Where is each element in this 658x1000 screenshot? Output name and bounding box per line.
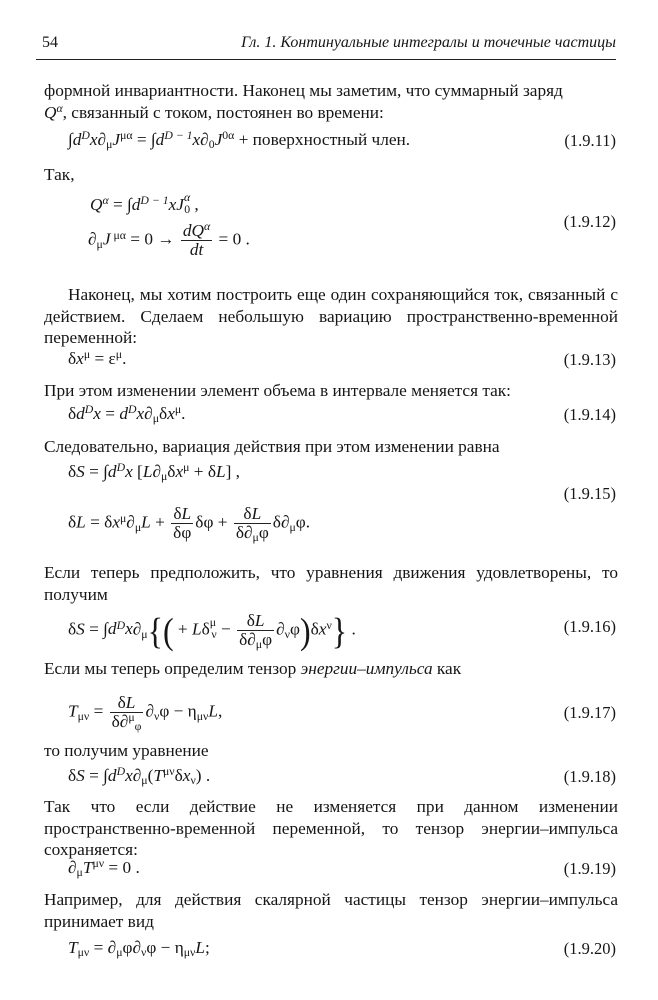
- header-rule: [36, 59, 616, 60]
- paragraph-volume: При этом изменении элемент объема в интервале меняется так:: [44, 381, 511, 400]
- equation-1-9-18: $\delta S = \int d^Dx\partial_\mu(T^{\mu\nu}\delta x_\nu)$ .: [68, 765, 211, 788]
- equation-number: (1.9.16): [563, 617, 616, 636]
- equation-1-9-13: $\delta x^\mu = \varepsilon^\mu$.: [68, 348, 127, 368]
- equation-number: (1.9.13): [563, 350, 616, 369]
- fraction-dl-ddphi: $\frac{\delta L}{\delta\partial_\mu\varphi}$: [235, 504, 269, 545]
- paragraph-equation-result: то получим уравнение: [44, 741, 209, 760]
- page-number: 54: [42, 34, 58, 51]
- equation-number: (1.9.12): [563, 212, 616, 231]
- equation-1-9-12a: $Q^\alpha = \int d^{D - 1}xJ^\alpha_0$ ,: [90, 191, 199, 217]
- paragraph-charge: формной инвариантности. Наконец мы заметим, что суммарный заряд $Q^\alpha$, связанный с током, постоянен во времени:: [44, 81, 563, 122]
- paragraph-current: Наконец, мы хотим построить еще один сохраняющийся ток, связанный с действием. Сделаем небольшую вариацию пространственно-временной переменной:: [44, 285, 618, 347]
- paragraph-equations-of-motion: Если теперь предположить, что уравнения движения удовлетворены, то получим: [44, 563, 618, 604]
- paragraph-scalar-particle: Например, для действия скалярной частицы тензор энергии–импульса принимает вид: [44, 890, 618, 931]
- equation-number: (1.9.14): [563, 405, 616, 424]
- equation-number: (1.9.19): [563, 859, 616, 878]
- page-header: [36, 34, 616, 56]
- equation-1-9-16: $\delta S = \int d^Dx\partial_\mu\{( + L\delta^\mu_\nu$ − $\frac{\delta L}{\delta\partial_\mu\varphi}$ $\partial_\nu\varphi)\delta x^\nu$} .: [68, 609, 356, 652]
- equation-1-9-15b: $\delta L = \delta x^\mu\partial_\mu L$ + $\frac{\delta L}{\delta\varphi}$ δφ + $\frac{\delta L}{\delta\partial_\mu\varphi}$ $\delta\partial_\mu\varphi$.: [68, 504, 311, 545]
- paragraph-conservation: Так что если действие не изменяется при данном изменении пространственно-временной переменной, то тензор энергии–импульса сохраняется:: [44, 797, 618, 859]
- equation-1-9-15a: $\delta S = \int d^Dx$ $[L\partial_\mu\delta x^\mu + \delta L]$ ,: [68, 461, 240, 484]
- equation-1-9-11: $\int d^Dx\partial_\mu J^{\mu\alpha} = \int d^{D - 1}x\partial_0J^{0\alpha}$ + поверхностный член.: [68, 129, 411, 152]
- equation-number: (1.9.18): [563, 767, 616, 786]
- equation-1-9-19: $\partial_\mu T^{\mu\nu} = 0$ .: [68, 857, 140, 880]
- paragraph-action-variation: Следовательно, вариация действия при этом изменении равна: [44, 437, 500, 456]
- running-title: Гл. 1. Континуальные интегралы и точечные частицы: [241, 34, 616, 51]
- equation-number: (1.9.20): [563, 939, 616, 958]
- paragraph-thus: Так,: [44, 165, 75, 184]
- charge-symbol: $Q^\alpha$: [44, 101, 63, 122]
- fraction-dl-dphi: $\frac{\delta L}{\delta\varphi}$: [173, 504, 192, 542]
- equation-1-9-17: $T_{\mu\nu}$ = $\frac{\delta L}{\delta\partial^\mu_\varphi}$ $\partial_\nu\varphi - \eta_{\mu\nu}L$,: [68, 693, 223, 734]
- paragraph-energy-momentum: Если мы теперь определим тензор энергии–импульса как: [44, 659, 462, 678]
- fraction-dl-dd-phi: $\frac{\delta L}{\delta\partial^\mu_\varphi}$: [111, 693, 142, 734]
- fraction-dq-dt: $\frac{dQ^\alpha}{dt}$: [182, 220, 211, 259]
- fraction-dl-ddmu-phi: $\frac{\delta L}{\delta\partial_\mu\varphi}$: [239, 611, 273, 652]
- equation-number: (1.9.15): [563, 484, 616, 503]
- equation-1-9-14: $\delta d^Dx = d^Dx\partial_\mu\delta x^\mu$.: [68, 403, 186, 426]
- equation-number: (1.9.11): [564, 131, 616, 150]
- equation-number: (1.9.17): [563, 703, 616, 722]
- equation-1-9-12b: $\partial_\mu J$ $^{\mu\alpha}$ = 0 → $\frac{dQ^\alpha}{dt}$ = 0 .: [88, 220, 250, 259]
- equation-1-9-20: $T_{\mu\nu} = \partial_\mu\varphi\partial_\nu\varphi - \eta_{\mu\nu}L$;: [68, 938, 210, 960]
